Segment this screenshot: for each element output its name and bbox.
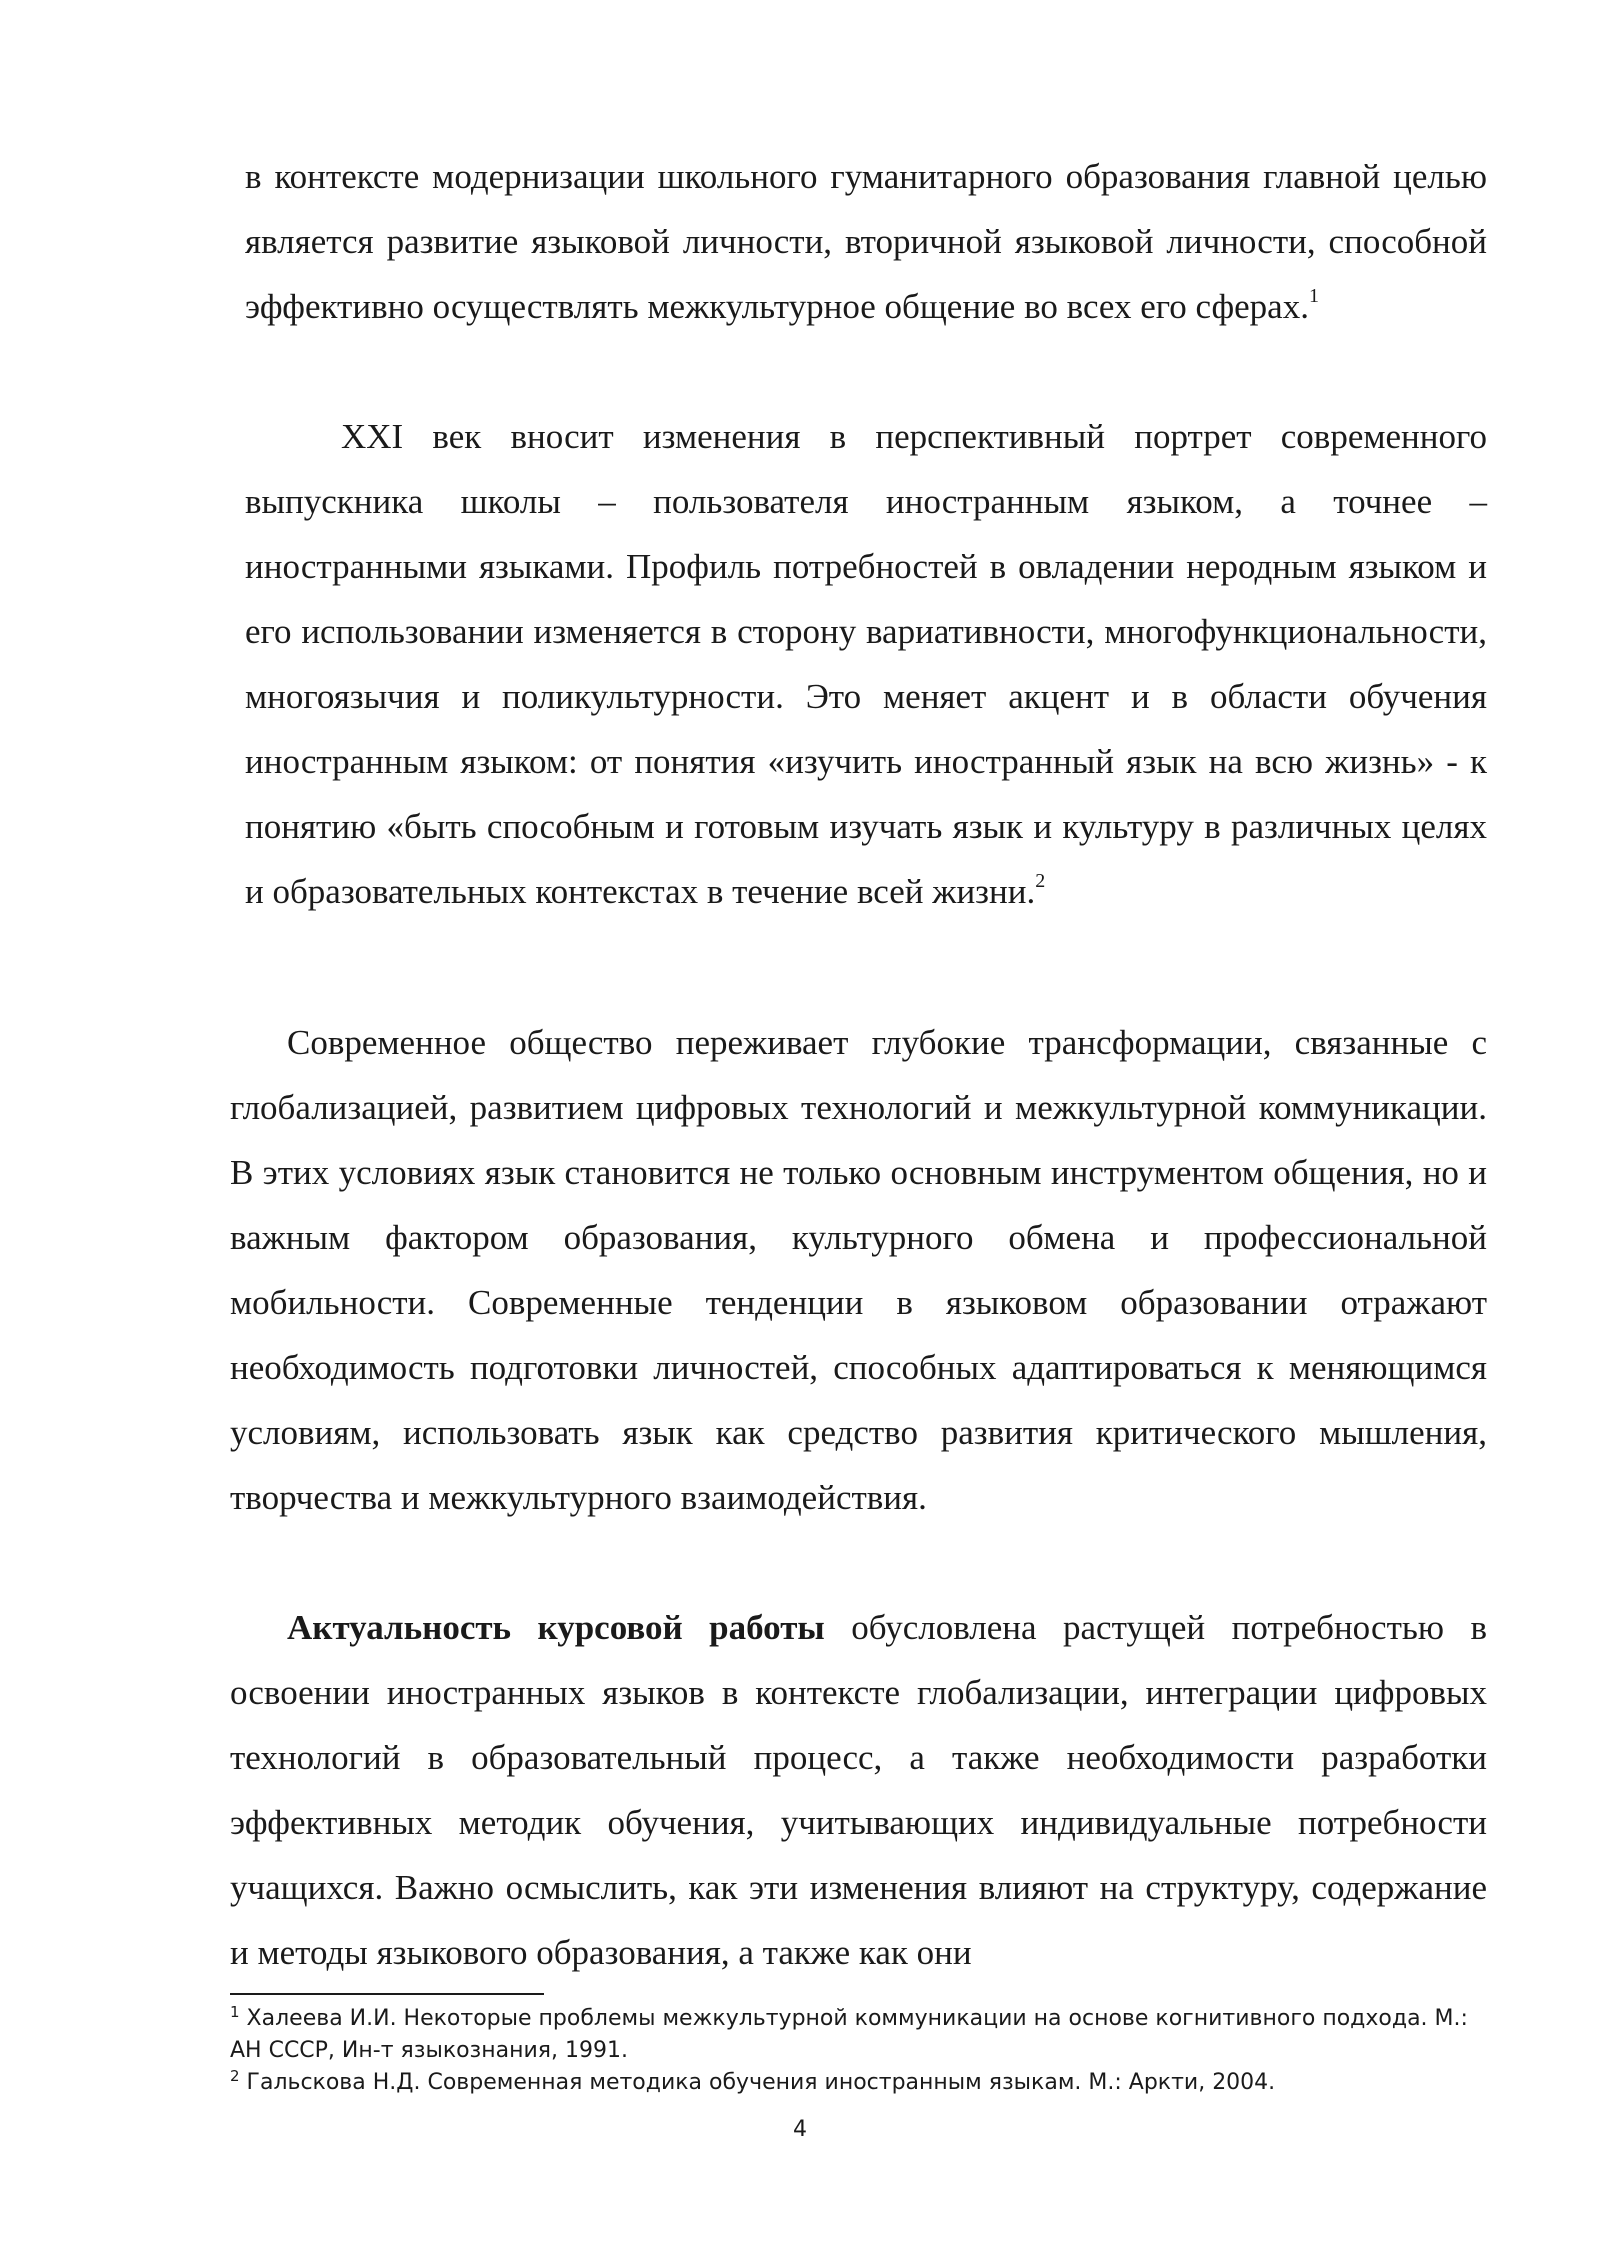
footnote-number: 2 (230, 2067, 240, 2085)
paragraph-text: XXI век вносит изменения в перспективный портрет современного выпускника школы – пользователя иностранным языком, а точнее – иностранными языками. Профиль потребностей в овладении неродным языком и его использовании изменяется в сторону вариативности, многофункциональности, многоязычия и поликультурности. Это меняет акцент и в области обучения иностранным языком: от понятия «изучить иностранный язык на всю жизнь» - к понятию «быть способным и готовым изучать язык и культуру в различных целях и образовательных контекстах в течение всей жизни. (245, 417, 1487, 911)
paragraph-continuation (245, 144, 1487, 339)
paragraph-relevance (230, 1595, 1487, 1985)
footnotes-section (230, 2003, 1487, 2099)
footnote-text: Халеева И.И. Некоторые проблемы межкультурной коммуникации на основе когнитивного подхода. М.: АН СССР, Ин-т языкознания, 1991. (230, 2006, 1468, 2063)
paragraph-xxi-century (245, 404, 1487, 924)
paragraph-text: обусловлена растущей потребностью в освоении иностранных языков в контексте глобализации, интеграции цифровых технологий в образовательный процесс, а также необходимости разработки эффективных методик обучения, учитывающих индивидуальные потребности учащихся. Важно осмыслить, как эти изменения влияют на структуру, содержание и методы языкового образования, а также как они (230, 1608, 1487, 1972)
footnote-2 (230, 2067, 1487, 2099)
footnote-ref-2[interactable]: 2 (1035, 870, 1046, 892)
relevance-heading: Актуальность курсовой работы (287, 1608, 825, 1647)
footnote-text: Гальскова Н.Д. Современная методика обучения иностранным языкам. М.: Аркти, 2004. (239, 2070, 1276, 2095)
footnote-ref-1[interactable]: 1 (1308, 285, 1319, 307)
paragraph-text: в контексте модернизации школьного гуманитарного образования главной целью является развитие языковой личности, вторичной языковой личности, способной эффективно осуществлять межкультурное общение во всех его сферах. (245, 157, 1487, 326)
footnote-separator (230, 1993, 544, 1995)
footnote-1 (230, 2003, 1487, 2067)
paragraph-text: Современное общество переживает глубокие трансформации, связанные с глобализацией, развитием цифровых технологий и межкультурной коммуникации. В этих условиях язык становится не только основным инструментом общения, но и важным фактором образования, культурного обмена и профессиональной мобильности. Современные тенденции в языковом образовании отражают необходимость подготовки личностей, способных адаптироваться к меняющимся условиям, использовать язык как средство развития критического мышления, творчества и межкультурного взаимодействия. (230, 1023, 1487, 1517)
page-number: 4 (793, 2117, 807, 2142)
footnote-number: 1 (230, 2003, 240, 2021)
paragraph-modern-society (230, 1010, 1487, 1530)
